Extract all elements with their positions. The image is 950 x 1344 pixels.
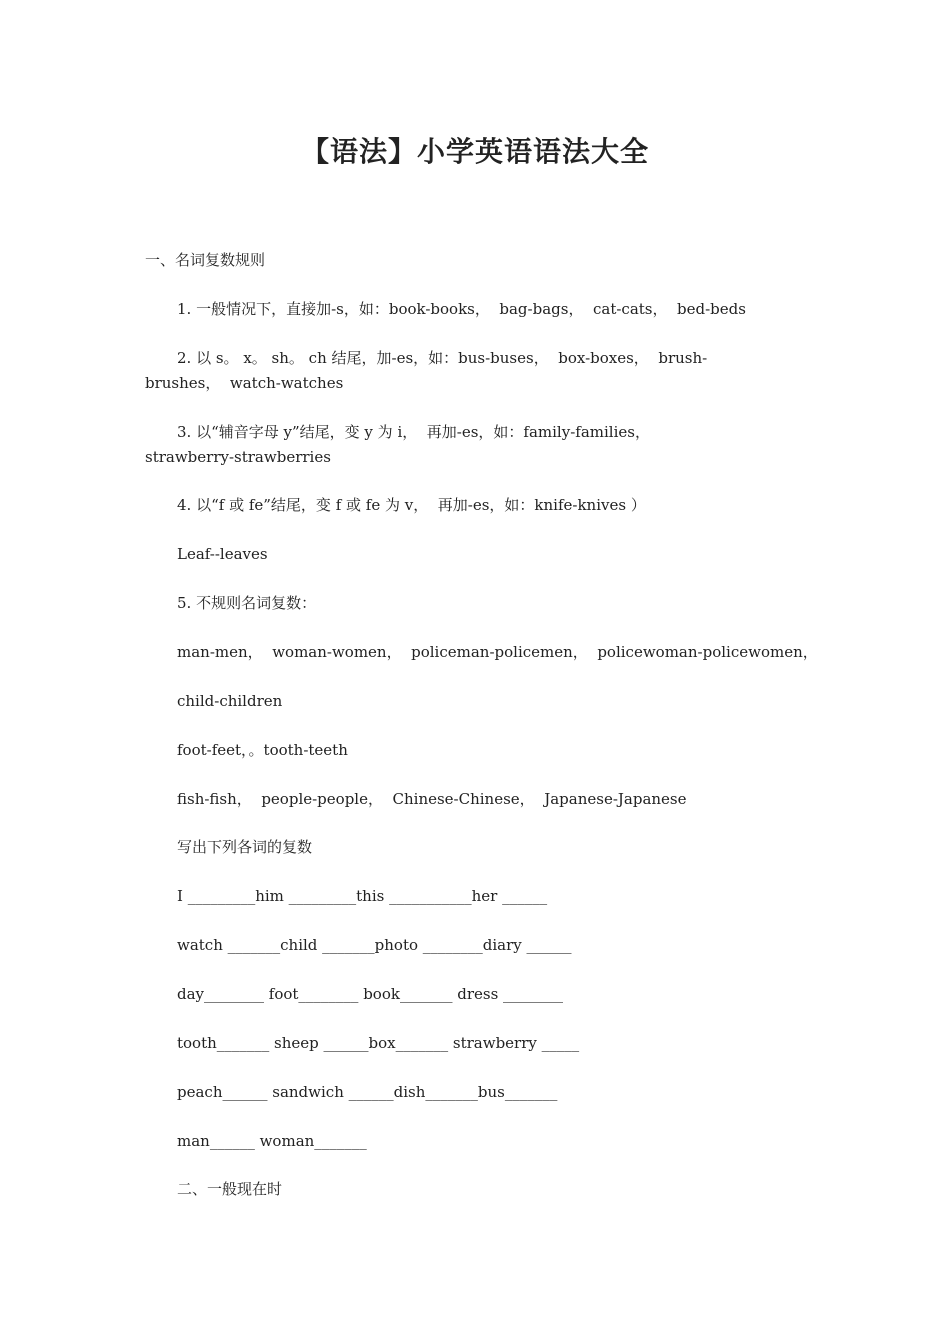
section-heading-noun-plural: 一、名词复数规则 <box>145 251 266 269</box>
document-title: 【语法】小学英语语法大全 <box>300 135 649 168</box>
irregular-plurals-line-2: child-children <box>177 692 283 710</box>
irregular-plurals-line-4: fish-fish， people-people， Chinese-Chinese， Japanese-Japanese <box>177 790 687 808</box>
rule-3-line-2: strawberry-strawberries <box>145 448 331 466</box>
rule-2-line-1: 2. 以 s。 x。 sh。 ch 结尾，加-es，如：bus-buses， box-boxes， brush- <box>177 349 708 367</box>
exercise-line-3: day________ foot________ book_______ dress ________ <box>177 985 564 1003</box>
rule-1: 1. 一般情况下，直接加-s，如：book-books， bag-bags， cat-cats， bed-beds <box>177 300 746 318</box>
exercise-line-1: I _________him _________this ___________her ______ <box>177 887 548 905</box>
irregular-plurals-line-3: foot-feet，。tooth-teeth <box>177 741 348 759</box>
rule-3-line-1: 3. 以“辅音字母 y”结尾，变 y 为 i， 再加-es，如：family-families， <box>177 423 650 441</box>
rule-5: 5. 不规则名词复数： <box>177 594 317 612</box>
exercise-heading: 写出下列各词的复数 <box>177 838 313 856</box>
rule-4-example: Leaf--leaves <box>177 545 268 563</box>
irregular-plurals-line-1: man-men， woman-women， policeman-policemen， policewoman-policewomen， <box>177 643 818 661</box>
section-heading-present-simple: 二、一般现在时 <box>177 1180 283 1198</box>
exercise-line-6: man______ woman_______ <box>177 1132 367 1150</box>
rule-4: 4. 以“f 或 fe”结尾，变 f 或 fe 为 v， 再加-es，如：knife-knives ） <box>177 496 646 514</box>
exercise-line-2: watch _______child _______photo ________diary ______ <box>177 936 572 954</box>
exercise-line-4: tooth_______ sheep ______box_______ strawberry _____ <box>177 1034 580 1052</box>
rule-2-line-2: brushes， watch-watches <box>145 374 344 392</box>
exercise-line-5: peach______ sandwich ______dish_______bus_______ <box>177 1083 558 1101</box>
